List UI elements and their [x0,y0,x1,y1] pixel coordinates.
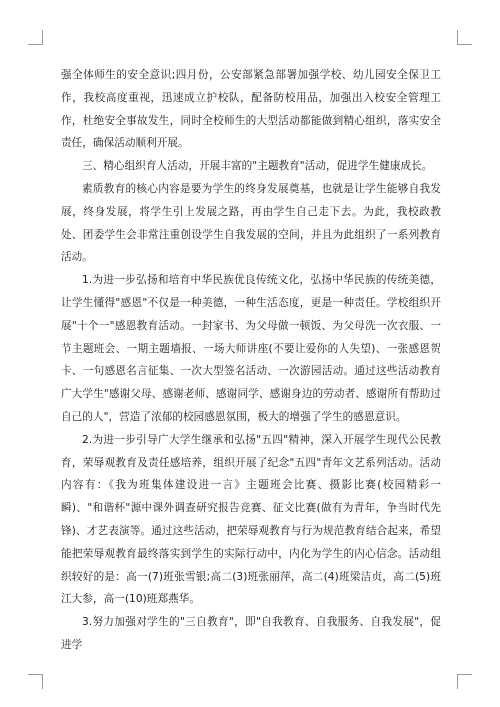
paragraph-gratitude-education: 1.为进一步弘扬和培育中华民族优良传统文化，弘扬中华民族的传统美德，让学生懂得"感恩"不仅是一种美德，一种生活态度，更是一种责任。学校组织开展"十个一"感恩教育活动。一封家书、为父母做一顿饭、为父母洗一次衣服、一节主题班会、一期主题墙报、一场大师讲座(不要让爱你的人失望)、一张感恩贺卡、一句感恩名言征集、一次大型签名活动、一次游园活动。通过这些活动教育广大学生"感谢父母、感谢老师、感谢同学、感谢身边的劳动者、感谢所有帮助过自己的人"，营造了浓郁的校园感恩氛围，极大的增强了学生的感恩意识。 [61,274,441,423]
crop-mark-top-right [457,30,472,45]
crop-mark-top-left [28,30,43,45]
crop-mark-bottom-left [28,674,43,689]
section-heading-theme-education: 三、精心组织育人活动，开展丰富的"主题教育"活动，促进学生健康成长。 [82,160,433,173]
paragraph-quality-education: 素质教育的核心内容是要为学生的终身发展奠基，也就是让学生能够自我发展，终身发展，将学生引上发展之路，再由学生自己走下去。为此，我校政教处、团委学生会非常注重创设学生自我发展的空间，并且为此组织了一系列教育活动。 [61,182,441,264]
document-body [61,64,441,657]
crop-mark-bottom-right [457,674,472,689]
paragraph-safety-continued: 强全体师生的安全意识;四月份，公安部紧急部署加强学校、幼儿园安全保卫工作，我校高度重视，迅速成立护校队，配备防校用品，加强出入校安全管理工作，杜绝安全事故发生，同时全校师生的大型活动都能做到精心组织，落实安全责任，确保活动顺利开展。 [61,69,441,150]
paragraph-three-self-education: 3.努力加强对学生的"三自教育"，即"自我教育、自我服务、自我发展"，促进学 [61,616,441,651]
paragraph-may-fourth-activities: 2.为进一步引导广大学生继承和弘扬"五四"精神，深入开展学生现代公民教育，荣辱观教育及责任感培养，组织开展了纪念"五四"青年文艺系列活动。活动内容有：《我为班集体建设进一言》主题班会比赛、摄影比赛(校园精彩一瞬)、"和谐杯"源中课外调查研究报告竞赛、征文比赛(做有为青年，争当时代先锋)、才艺表演等。通过这些活动，把荣辱观教育与行为规范教育结合起来，希望能把荣辱观教育最终落实到学生的实际行动中，内化为学生的内心信念。活动组织较好的是：高一(7)班张雪银;高二(3)班张丽萍，高二(4)班梁洁贞，高二(5)班江大参，高一(10)班郑燕华。 [61,433,441,606]
